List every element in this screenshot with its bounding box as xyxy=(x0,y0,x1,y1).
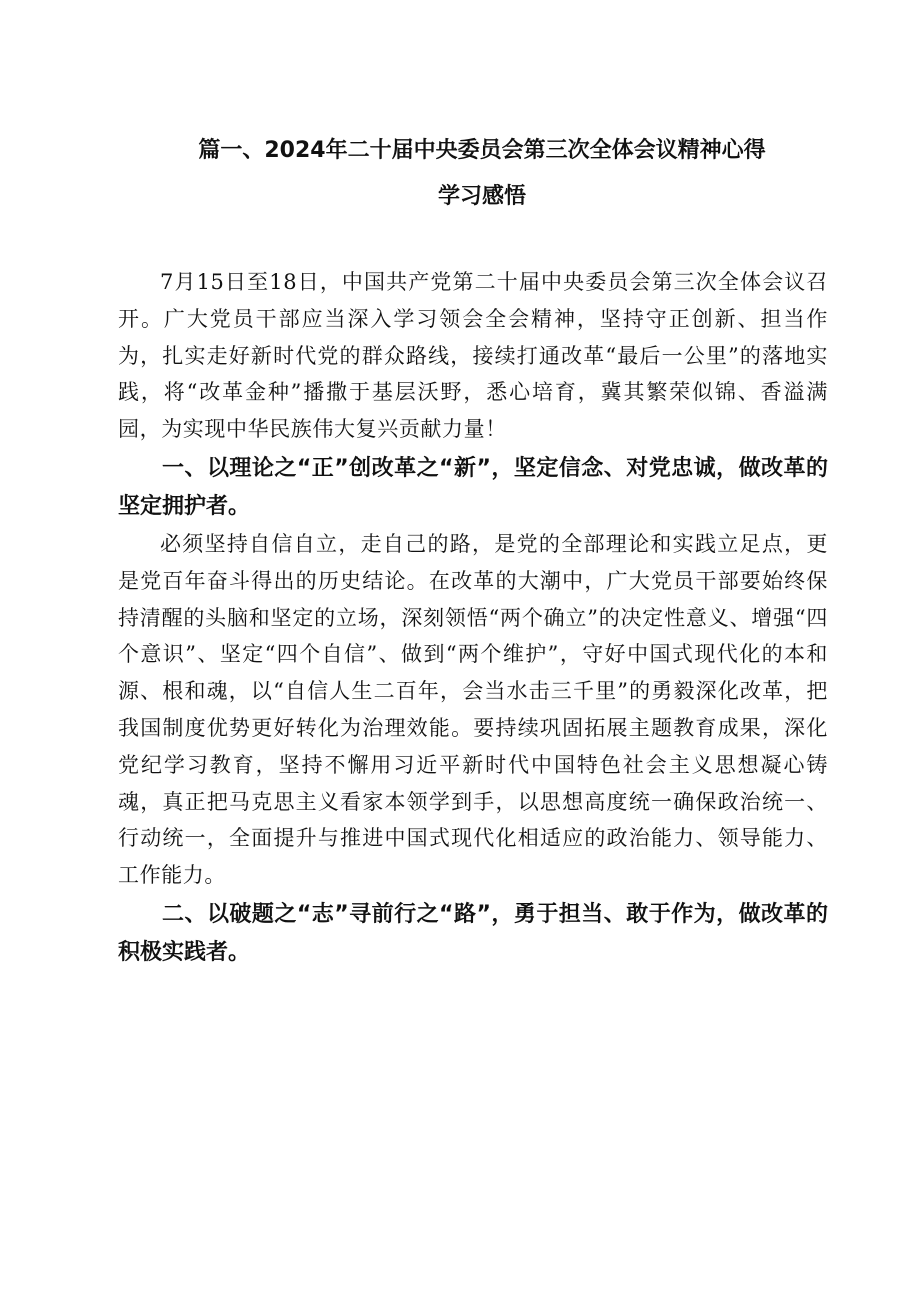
title-line-1: 篇一、2024年二十届中央委员会第三次全体会议精神心得 xyxy=(198,138,766,163)
document-title xyxy=(118,128,828,220)
section-1-paragraph: 必须坚持自信自立，走自己的路，是党的全部理论和实践立足点，更是党百年奋斗得出的历史结论。在改革的大潮中，广大党员干部要始终保持清醒的头脑和坚定的立场，深刻领悟“两个确立”的决定性意义、增强“四个意识”、坚定“四个自信”、做到“两个维护”，守好中国式现代化的本和源、根和魂，以“自信人生二百年，会当水击三千里”的勇毅深化改革，把我国制度优势更好转化为治理效能。要持续巩固拓展主题教育成果，深化党纪学习教育，坚持不懈用习近平新时代中国特色社会主义思想凝心铸魂，真正把马克思主义看家本领学到手，以思想高度统一确保政治统一、行动统一，全面提升与推进中国式现代化相适应的政治能力、领导能力、工作能力。 xyxy=(118,531,828,888)
title-line-2: 学习感悟 xyxy=(437,184,526,209)
section-heading-2: 二、以破题之“志”寻前行之“路”，勇于担当、敢于作为，做改革的积极实践者。 xyxy=(118,901,828,965)
intro-paragraph: 7月15日至18日，中国共产党第二十届中央委员会第三次全体会议召开。广大党员干部应当深入学习领会全会精神，坚持守正创新、担当作为，扎实走好新时代党的群众路线，接续打通改革“最后一公里”的落地实践，将“改革金种”播撒于基层沃野，悉心培育，冀其繁荣似锦、香溢满园，为实现中华民族伟大复兴贡献力量！ xyxy=(118,270,828,442)
document-body xyxy=(118,264,828,972)
section-heading-1: 一、以理论之“正”创改革之“新”，坚定信念、对党忠诚，做改革的坚定拥护者。 xyxy=(118,455,828,519)
